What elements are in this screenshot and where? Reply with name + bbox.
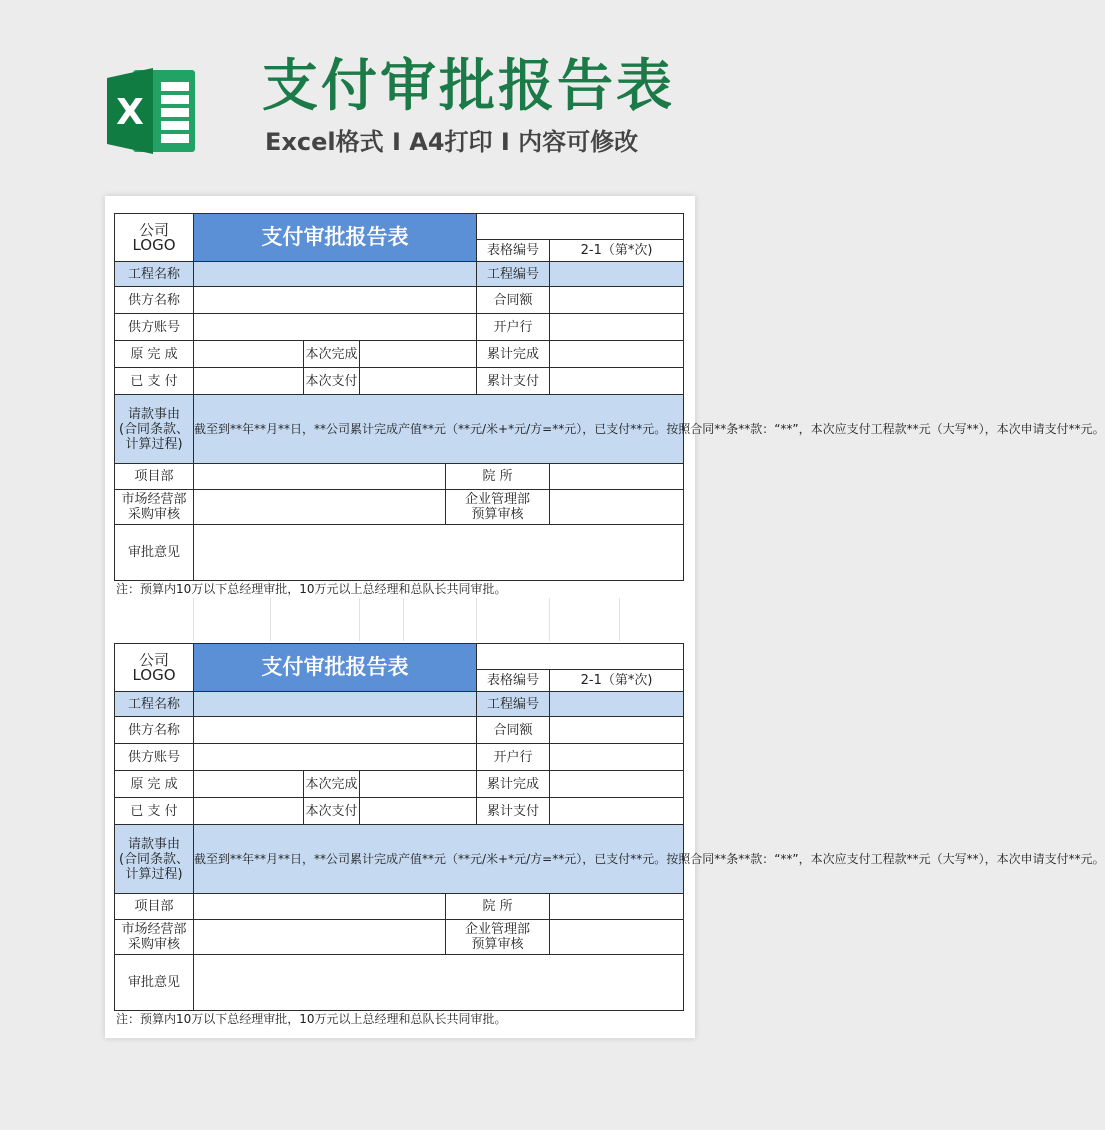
enterprise-mgmt-line1: 企业管理部: [465, 492, 531, 507]
approval-opinion-field[interactable]: [194, 525, 684, 581]
institute-label: 院 所: [446, 894, 550, 920]
reason-label-line2: (合同条款、: [118, 851, 190, 867]
total-paid-field[interactable]: [550, 368, 684, 395]
bank-field[interactable]: [550, 314, 684, 341]
form-title: 支付审批报告表: [194, 214, 477, 262]
reason-label: [115, 395, 194, 464]
supplier-account-field[interactable]: [194, 744, 477, 771]
logo-line1: 公司: [138, 220, 169, 239]
bank-label: 开户行: [477, 314, 550, 341]
enterprise-mgmt-line2: 预算审核: [471, 507, 524, 522]
svg-text:X: X: [116, 92, 144, 133]
enterprise-mgmt-field[interactable]: [550, 920, 684, 955]
this-done-label: 本次完成: [304, 341, 360, 368]
logo-line2: LOGO: [132, 235, 176, 254]
payment-approval-form: [114, 643, 1105, 1028]
project-name-field[interactable]: [194, 692, 477, 717]
supplier-name-field[interactable]: [194, 717, 477, 744]
project-number-field[interactable]: [550, 262, 684, 287]
project-dept-field[interactable]: [194, 464, 446, 490]
supplier-account-label: 供方账号: [115, 744, 194, 771]
reason-label-line1: 请款事由: [127, 836, 180, 852]
excel-icon: [103, 62, 201, 160]
market-dept-line2: 采购审核: [127, 507, 180, 522]
enterprise-mgmt-label: [446, 920, 550, 955]
original-done-field[interactable]: [194, 771, 304, 798]
this-done-field[interactable]: [360, 771, 477, 798]
form-note: 注：预算内10万以下总经理审批，10万元以上总经理和总队长共同审批。: [116, 1012, 507, 1026]
market-dept-field[interactable]: [194, 920, 446, 955]
this-paid-field[interactable]: [360, 798, 477, 825]
contract-amount-label: 合同额: [477, 287, 550, 314]
form-number-value[interactable]: 2-1（第*次): [550, 670, 684, 692]
market-dept-line1: 市场经营部: [121, 492, 187, 507]
project-dept-label: 项目部: [115, 464, 194, 490]
supplier-name-label: 供方名称: [115, 287, 194, 314]
reason-text[interactable]: 截至到**年**月**日，**公司累计完成产值**元（**元/米+*元/方=**元），已支付**元。按照合同**条**款：“**”，本次应支付工程款**元（大写**），本次申请支付**元。: [194, 395, 684, 464]
institute-field[interactable]: [550, 464, 684, 490]
market-dept-line2: 采购审核: [127, 937, 180, 952]
page-subtitle: Excel格式 I A4打印 I 内容可修改: [265, 128, 639, 156]
project-number-label: 工程编号: [477, 262, 550, 287]
approval-opinion-field[interactable]: [194, 955, 684, 1011]
form-table: [114, 213, 1105, 581]
supplier-account-field[interactable]: [194, 314, 477, 341]
this-paid-field[interactable]: [360, 368, 477, 395]
reason-label-line2: (合同条款、: [118, 421, 190, 437]
market-dept-field[interactable]: [194, 490, 446, 525]
project-name-label: 工程名称: [115, 262, 194, 287]
project-name-label: 工程名称: [115, 692, 194, 717]
project-dept-label: 项目部: [115, 894, 194, 920]
institute-field[interactable]: [550, 894, 684, 920]
project-name-field[interactable]: [194, 262, 477, 287]
this-paid-label: 本次支付: [304, 798, 360, 825]
page-title: 支付审批报告表: [262, 54, 675, 119]
enterprise-mgmt-line2: 预算审核: [471, 937, 524, 952]
project-number-label: 工程编号: [477, 692, 550, 717]
form-number-label: 表格编号: [477, 240, 550, 262]
institute-label: 院 所: [446, 464, 550, 490]
reason-text[interactable]: 截至到**年**月**日，**公司累计完成产值**元（**元/米+*元/方=**元），已支付**元。按照合同**条**款：“**”，本次应支付工程款**元（大写**），本次申请支付**元。: [194, 825, 684, 894]
original-done-field[interactable]: [194, 341, 304, 368]
blank-cell[interactable]: [477, 214, 684, 240]
market-dept-label: [115, 920, 194, 955]
payment-approval-form: [114, 213, 1105, 641]
original-done-label: 原 完 成: [115, 771, 194, 798]
enterprise-mgmt-line1: 企业管理部: [465, 922, 531, 937]
approval-opinion-label: 审批意见: [115, 955, 194, 1011]
this-done-label: 本次完成: [304, 771, 360, 798]
original-done-label: 原 完 成: [115, 341, 194, 368]
reason-label-line3: 计算过程): [125, 436, 183, 452]
form-title: 支付审批报告表: [194, 644, 477, 692]
blank-cell[interactable]: [477, 644, 684, 670]
enterprise-mgmt-label: [446, 490, 550, 525]
form-number-value[interactable]: 2-1（第*次): [550, 240, 684, 262]
company-logo-cell: [115, 214, 194, 262]
paid-field[interactable]: [194, 368, 304, 395]
form-number-label: 表格编号: [477, 670, 550, 692]
paid-field[interactable]: [194, 798, 304, 825]
project-number-field[interactable]: [550, 692, 684, 717]
market-dept-line1: 市场经营部: [121, 922, 187, 937]
reason-label: [115, 825, 194, 894]
paid-label: 已 支 付: [115, 368, 194, 395]
form-note: 注：预算内10万以下总经理审批，10万元以上总经理和总队长共同审批。: [116, 582, 507, 596]
contract-amount-field[interactable]: [550, 287, 684, 314]
page-header: [0, 0, 800, 195]
market-dept-label: [115, 490, 194, 525]
form-table: [114, 643, 1105, 1011]
this-done-field[interactable]: [360, 341, 477, 368]
logo-line2: LOGO: [132, 665, 176, 684]
this-paid-label: 本次支付: [304, 368, 360, 395]
enterprise-mgmt-field[interactable]: [550, 490, 684, 525]
total-paid-field[interactable]: [550, 798, 684, 825]
paid-label: 已 支 付: [115, 798, 194, 825]
project-dept-field[interactable]: [194, 894, 446, 920]
total-paid-label: 累计支付: [477, 368, 550, 395]
document-paper: [105, 196, 1105, 1038]
bank-label: 开户行: [477, 744, 550, 771]
approval-opinion-label: 审批意见: [115, 525, 194, 581]
spacer-row: [114, 598, 683, 641]
total-done-field[interactable]: [550, 341, 684, 368]
contract-amount-label: 合同额: [477, 717, 550, 744]
logo-line1: 公司: [138, 650, 169, 669]
company-logo-cell: [115, 644, 194, 692]
supplier-account-label: 供方账号: [115, 314, 194, 341]
total-done-label: 累计完成: [477, 771, 550, 798]
bank-field[interactable]: [550, 744, 684, 771]
contract-amount-field[interactable]: [550, 717, 684, 744]
total-done-field[interactable]: [550, 771, 684, 798]
supplier-name-label: 供方名称: [115, 717, 194, 744]
total-paid-label: 累计支付: [477, 798, 550, 825]
reason-label-line3: 计算过程): [125, 866, 183, 882]
total-done-label: 累计完成: [477, 341, 550, 368]
reason-label-line1: 请款事由: [127, 406, 180, 422]
supplier-name-field[interactable]: [194, 287, 477, 314]
